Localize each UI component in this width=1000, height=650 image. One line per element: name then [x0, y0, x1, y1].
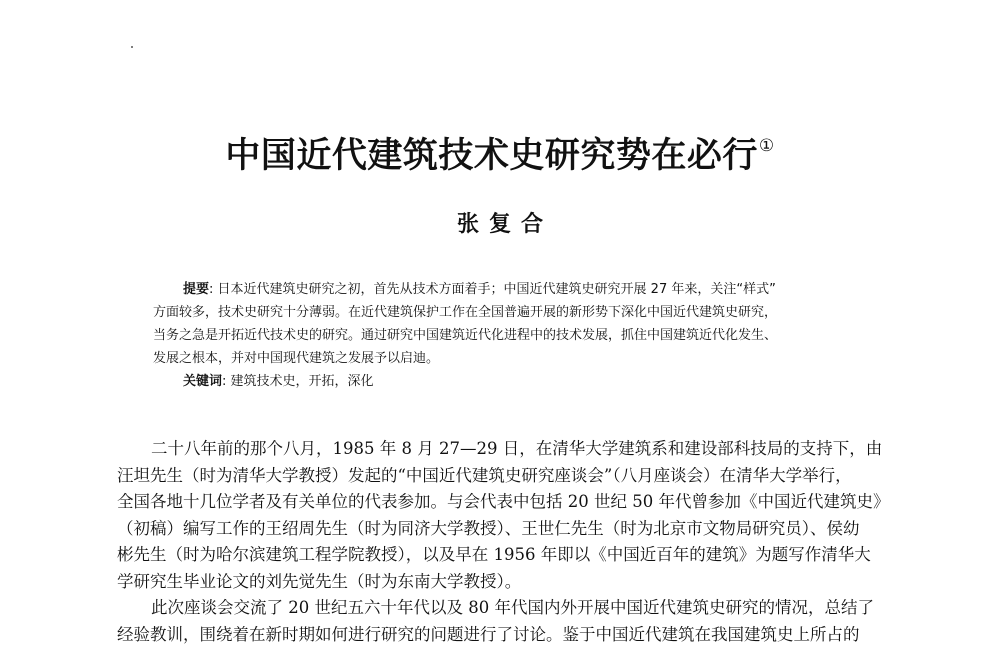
abstract-text-line-2: 方面较多，技术史研究十分薄弱。在近代建筑保护工作在全国普遍开展的新形势下深化中国近代建筑史研究，	[153, 305, 778, 320]
body-line: 此次座谈会交流了 20 世纪五六十年代以及 80 年代国内外开展中国近代建筑史研究的情况，总结了	[151, 598, 874, 617]
abstract-separator: :	[209, 282, 214, 297]
keywords-text: 建筑技术史，开拓，深化	[230, 374, 374, 389]
body-line: 经验教训，围绕着在新时期如何进行研究的问题进行了讨论。鉴于中国近代建筑在我国建筑史上所占的	[117, 624, 860, 644]
abstract-label: 提要	[183, 282, 210, 297]
abstract-text-line-1: 日本近代建筑史研究之初，首先从技术方面着手；中国近代建筑史研究开展 27 年来，关注“样式”	[217, 282, 776, 297]
body-line: 二十八年前的那个八月，1985 年 8 月 27—29 日，在清华大学建筑系和建设部科技局的支持下，由	[151, 439, 883, 458]
keywords-label: 关键词	[183, 374, 223, 389]
body-line: 彬先生（时为哈尔滨建筑工程学院教授），以及早在 1956 年即以《中国近百年的建筑》为题写作清华大	[117, 545, 871, 564]
abstract-text-line-3: 当务之急是开拓近代技术史的研究。通过研究中国建筑近代化进程中的技术发展，抓住中国建筑近代化发生、	[153, 328, 778, 343]
body-text	[117, 436, 917, 648]
paper-title	[0, 124, 1000, 178]
title-footnote-marker[interactable]: ①	[758, 136, 775, 156]
scan-speck	[131, 46, 133, 48]
abstract-block	[153, 278, 881, 393]
paper-title-text: 中国近代建筑技术史研究势在必行	[225, 136, 758, 176]
keywords-line	[153, 370, 881, 393]
body-line: （初稿）编写工作的王绍周先生（时为同济大学教授）、王世仁先生（时为北京市文物局研究员）、侯幼	[117, 518, 860, 538]
author-name: 张复合	[456, 212, 553, 237]
body-line: 汪坦先生（时为清华大学教授）发起的“中国近代建筑史研究座谈会”（八月座谈会）在清华大学举行，	[117, 465, 852, 485]
keywords-separator: :	[222, 374, 227, 389]
abstract-text-line-4: 发展之根本，并对中国现代建筑之发展予以启迪。	[153, 351, 440, 366]
body-line: 学研究生毕业论文的刘先觉先生（时为东南大学教授）。	[117, 571, 522, 591]
body-line: 全国各地十几位学者及有关单位的代表参加。与会代表中包括 20 世纪 50 年代曾参加《中国近代建筑史》	[117, 492, 890, 511]
abstract-line	[153, 278, 881, 301]
